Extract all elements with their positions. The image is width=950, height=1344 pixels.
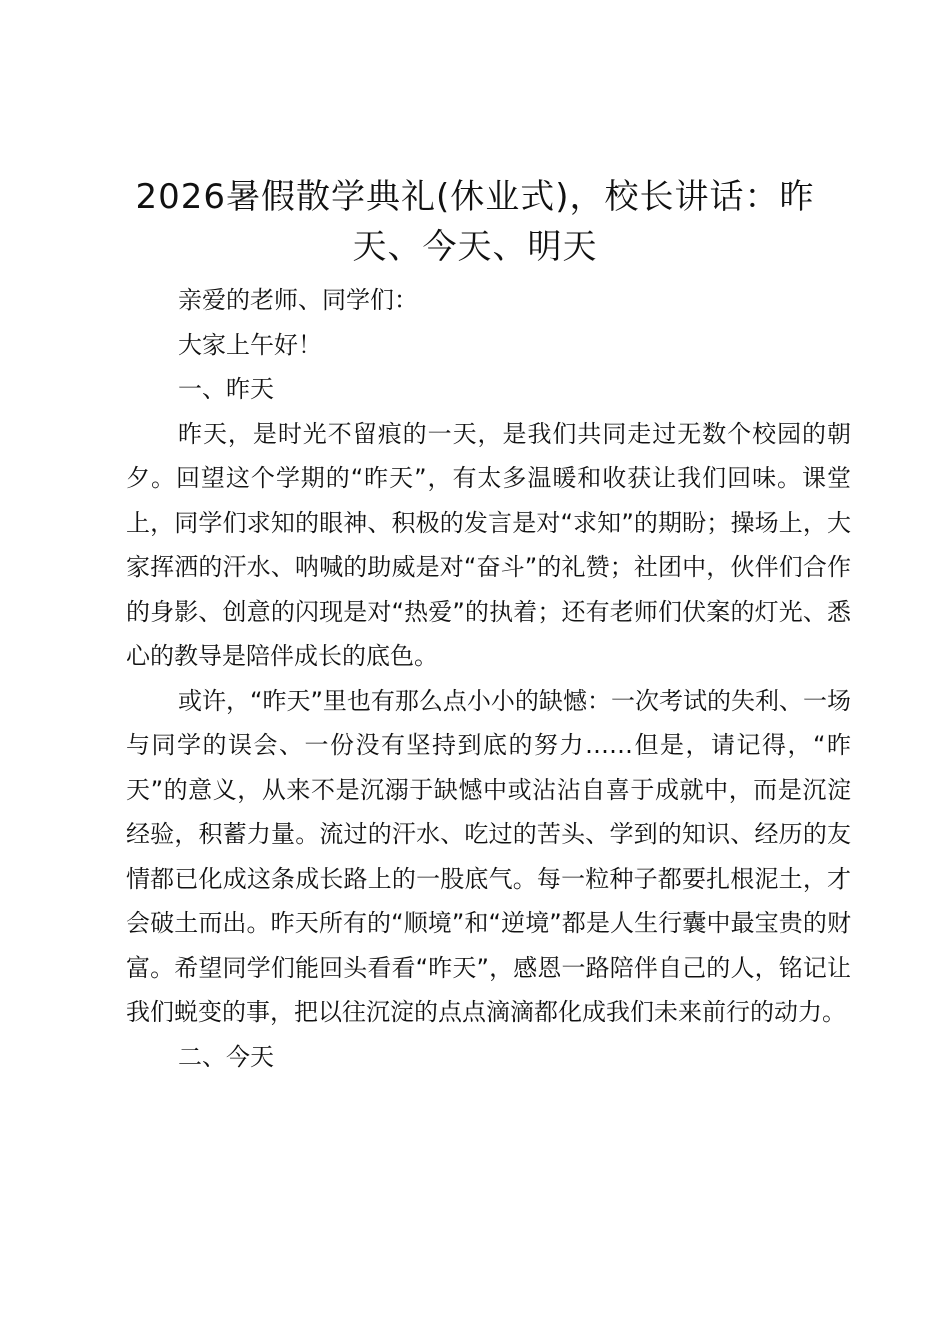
section-heading-today: 二、今天 <box>178 1042 274 1071</box>
section-heading-yesterday: 一、昨天 <box>178 375 274 403</box>
document-title: 2026暑假散学典礼(休业式)，校长讲话：昨天、今天、明天 <box>135 177 815 267</box>
greeting: 大家上午好！ <box>178 330 322 359</box>
paragraph: 昨天，是时光不留痕的一天，是我们共同走过无数个校园的朝夕。回望这个学期的“昨天”，有太多温暖和收获让我们回味。课堂上，同学们求知的眼神、积极的发言是对“求知”的期盼；操场上，大家挥洒的汗水、呐喊的助威是对“奋斗”的礼赞；社团中，伙伴们合作的身影、创意的闪现是对“热爱”的执着；还有老师们伏案的灯光、悉心的教导是陪伴成长的底色。 <box>126 419 851 670</box>
paragraph: 或许，“昨天”里也有那么点小小的缺憾：一次考试的失利、一场与同学的误会、一份没有坚持到底的努力……但是，请记得，“昨天”的意义，从来不是沉溺于缺憾中或沾沾自喜于成就中，而是沉淀经验，积蓄力量。流过的汗水、吃过的苦头、学到的知识、经历的友情都已化成这条成长路上的一股底气。每一粒种子都要扎根泥土，才会破土而出。昨天所有的“顺境”和“逆境”都是人生行囊中最宝贵的财富。希望同学们能回头看看“昨天”，感恩一路陪伴自己的人，铭记让我们蜕变的事，把以往沉淀的点点滴滴都化成我们未来前行的动力。 <box>126 686 851 1026</box>
salutation: 亲爱的老师、同学们： <box>178 286 418 314</box>
document-body <box>126 278 851 1079</box>
